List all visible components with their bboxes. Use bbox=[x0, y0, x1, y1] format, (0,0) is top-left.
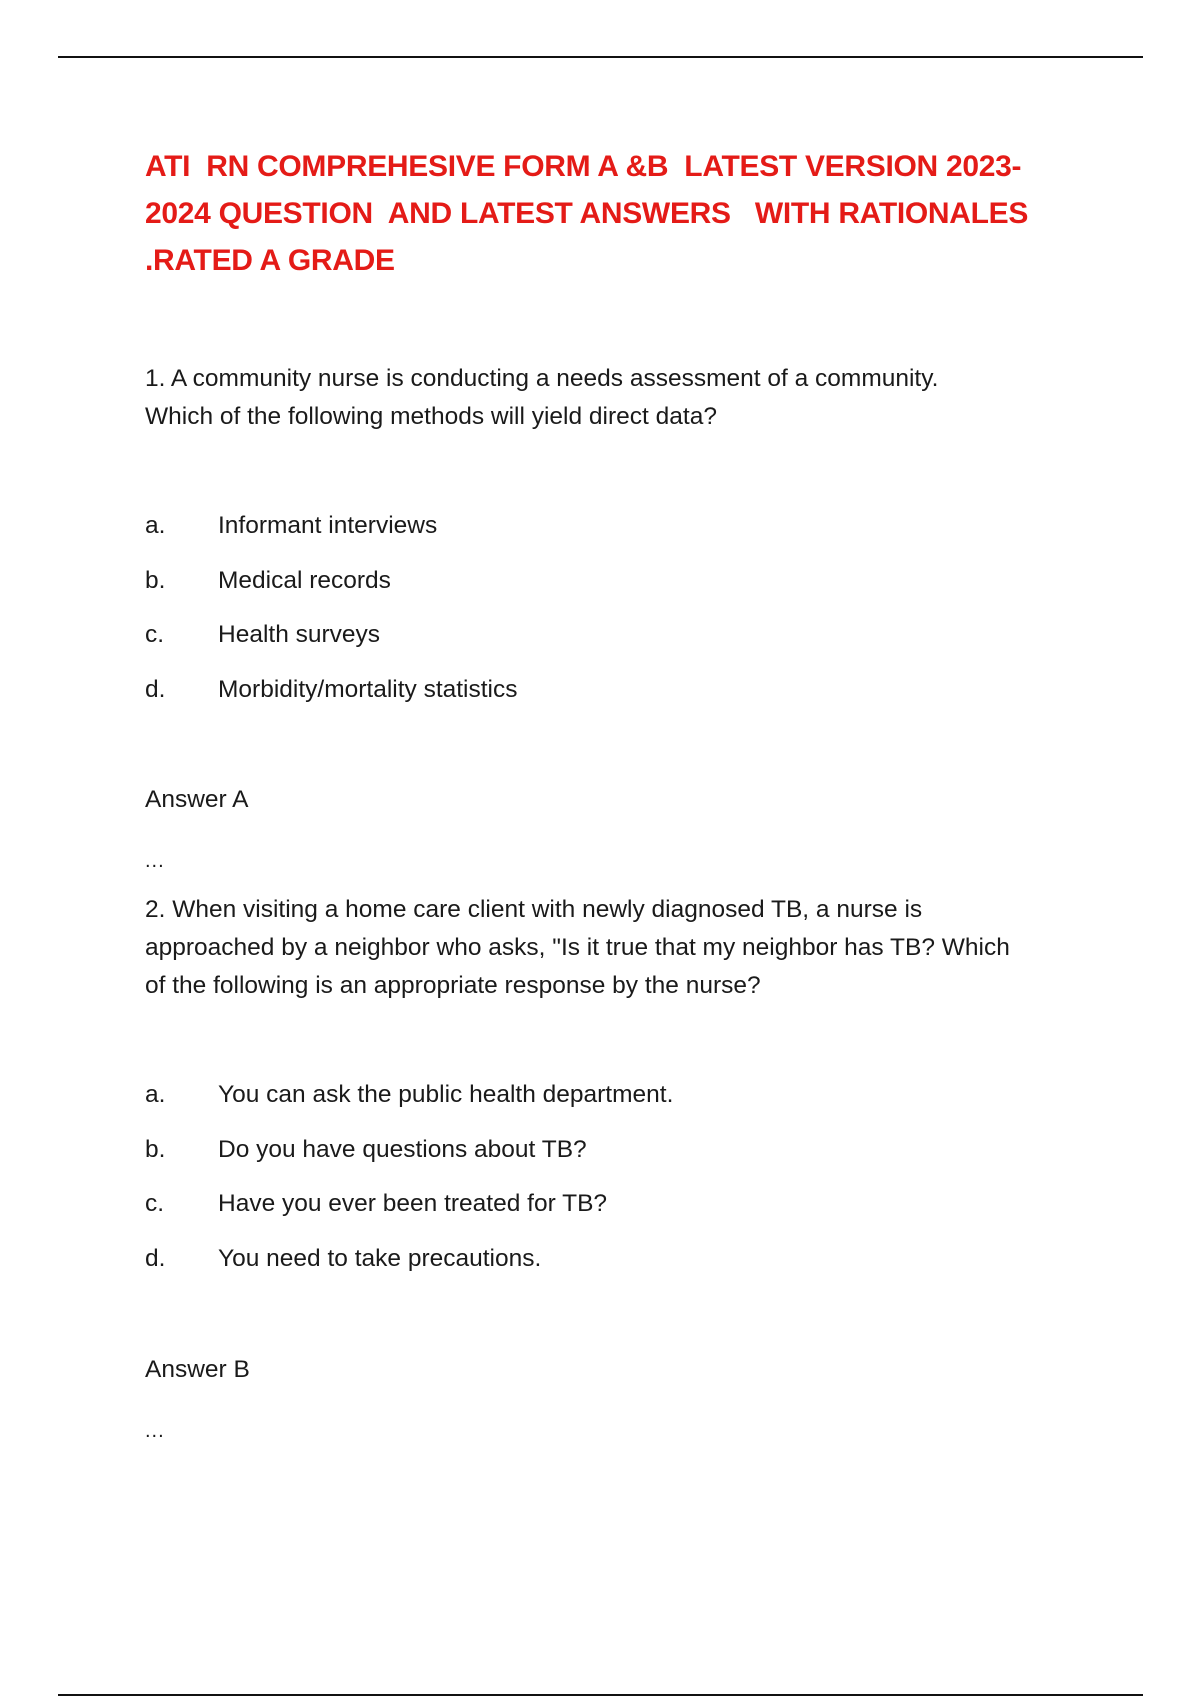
option-item bbox=[145, 616, 518, 671]
option-item bbox=[145, 562, 518, 617]
option-letter: c. bbox=[145, 621, 165, 648]
bottom-divider bbox=[58, 1694, 1143, 1696]
question-2-ellipsis: ... bbox=[145, 1420, 165, 1442]
option-text: Informant interviews bbox=[218, 512, 438, 539]
option-text: Medical records bbox=[218, 566, 391, 594]
option-item bbox=[145, 507, 518, 562]
option-item bbox=[145, 1185, 673, 1240]
option-letter: c. bbox=[145, 1190, 165, 1217]
question-1-text: 1. A community nurse is conducting a needs assessment of a community. Which of the following methods will yield direct data? bbox=[145, 365, 939, 430]
option-letter: d. bbox=[145, 1244, 166, 1272]
question-1-options bbox=[145, 507, 518, 725]
option-text: Have you ever been treated for TB? bbox=[218, 1190, 608, 1217]
option-letter: b. bbox=[145, 1135, 166, 1163]
question-2-options bbox=[145, 1076, 673, 1294]
option-text: Morbidity/mortality statistics bbox=[218, 675, 518, 703]
question-1-answer: Answer A bbox=[145, 786, 249, 813]
option-text: You need to take precautions. bbox=[218, 1244, 542, 1272]
option-letter: a. bbox=[145, 512, 166, 539]
question-2-text: 2. When visiting a home care client with newly diagnosed TB, a nurse is approached by a neighbor who asks, "Is it true that my neighbor has TB? Which of the following is an appropriate response by the nurse? bbox=[145, 896, 1010, 999]
option-text: Do you have questions about TB? bbox=[218, 1135, 587, 1163]
option-letter: a. bbox=[145, 1081, 166, 1108]
option-text: You can ask the public health department. bbox=[218, 1081, 674, 1108]
document-title: ATI RN COMPREHESIVE FORM A &B LATEST VERSION 2023- 2024 QUESTION AND LATEST ANSWERS WITH RATIONALES .RATED A GRADE bbox=[145, 150, 1029, 277]
option-letter: d. bbox=[145, 675, 166, 703]
option-letter: b. bbox=[145, 566, 166, 594]
option-item bbox=[145, 671, 518, 726]
question-2-answer: Answer B bbox=[145, 1356, 250, 1383]
top-divider bbox=[58, 56, 1143, 58]
option-item bbox=[145, 1240, 673, 1295]
option-text: Health surveys bbox=[218, 621, 381, 648]
option-item bbox=[145, 1131, 673, 1186]
question-1-ellipsis: ... bbox=[145, 850, 165, 872]
option-item bbox=[145, 1076, 673, 1131]
